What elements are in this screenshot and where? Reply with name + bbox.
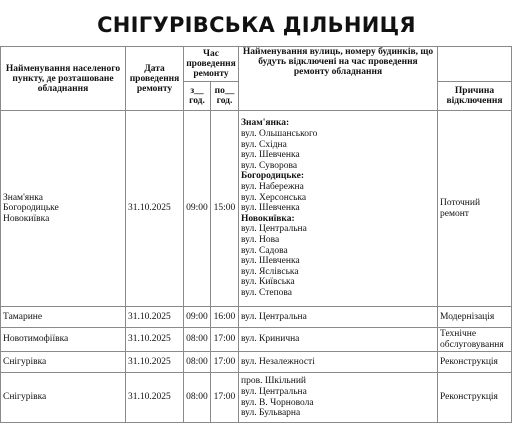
date-cell: 31.10.2025 xyxy=(126,373,184,423)
street-name: вул. Центральна xyxy=(241,386,307,397)
street-name: пров. Шкільний xyxy=(241,376,306,387)
village-heading: Богородицьке: xyxy=(241,171,305,182)
streets-cell xyxy=(239,352,438,373)
place-cell xyxy=(1,328,126,352)
time-from-cell: 09:00 xyxy=(184,307,211,328)
place-name: Снігурівка xyxy=(3,392,47,403)
street-name: вул. Набережна xyxy=(241,182,304,193)
street-name: вул. В. Чорновола xyxy=(241,397,314,408)
street-name: вул. Центральна xyxy=(241,311,307,322)
street-name: вул. Шевченка xyxy=(241,150,300,161)
place-name: Знам'янка xyxy=(3,192,43,203)
streets-cell xyxy=(239,328,438,352)
outage-schedule-table xyxy=(0,46,512,423)
place-name: Тамарине xyxy=(3,311,43,322)
street-name: вул. Херсонська xyxy=(241,192,307,203)
header-reason: Причина відключення xyxy=(438,82,512,111)
header-streets: Найменування вулиць, номеру будинків, що будуть відключені на час проведення ремонту обладнання xyxy=(239,47,438,111)
date-cell: 31.10.2025 xyxy=(126,307,184,328)
date-cell: 31.10.2025 xyxy=(126,352,184,373)
time-to-cell: 17:00 xyxy=(211,328,239,352)
village-heading: Знам'янка: xyxy=(241,118,290,129)
streets-cell xyxy=(239,307,438,328)
place-cell xyxy=(1,307,126,328)
street-name: вул. Яслівська xyxy=(241,266,299,277)
street-name: вул. Шевченка xyxy=(241,203,300,214)
street-name: вул. Кринична xyxy=(241,334,300,345)
place-name: Новотимофіївка xyxy=(3,334,69,345)
village-heading: Новокиївка: xyxy=(241,213,295,224)
date-cell: 31.10.2025 xyxy=(126,328,184,352)
time-to-cell: 16:00 xyxy=(211,307,239,328)
place-cell xyxy=(1,352,126,373)
streets-cell xyxy=(239,111,438,307)
street-name: вул. Суворова xyxy=(241,160,298,171)
place-cell xyxy=(1,373,126,423)
table-row xyxy=(1,352,512,373)
table-row xyxy=(1,111,512,307)
place-name: Снігурівка xyxy=(3,356,47,367)
header-reason-blank xyxy=(438,47,512,82)
time-to-cell: 17:00 xyxy=(211,352,239,373)
header-date: Дата проведення ремонту xyxy=(126,47,184,111)
street-name: вул. Східна xyxy=(241,139,287,150)
place-cell xyxy=(1,111,126,307)
header-place: Найменування населеного пункту, де розташоване обладнання xyxy=(1,47,126,111)
streets-cell xyxy=(239,373,438,423)
date-cell: 31.10.2025 xyxy=(126,111,184,307)
street-name: вул. Київська xyxy=(241,277,295,288)
table-row xyxy=(1,307,512,328)
header-row xyxy=(1,47,512,82)
reason-cell: Реконструкція xyxy=(438,373,512,423)
time-from-cell: 08:00 xyxy=(184,373,211,423)
time-to-cell: 15:00 xyxy=(211,111,239,307)
street-name: вул. Ольшанського xyxy=(241,129,318,140)
street-name: вул. Бульварна xyxy=(241,408,301,419)
place-name: Богородицьке xyxy=(3,203,59,214)
place-name: Новокиївка xyxy=(3,213,50,224)
time-from-cell: 08:00 xyxy=(184,328,211,352)
time-to-cell: 17:00 xyxy=(211,373,239,423)
time-from-cell: 08:00 xyxy=(184,352,211,373)
page-title: СНІГУРІВСЬКА ДІЛЬНИЦЯ xyxy=(97,13,416,37)
street-name: вул. Шевченка xyxy=(241,256,300,267)
time-from-cell: 09:00 xyxy=(184,111,211,307)
table-row xyxy=(1,328,512,352)
header-to: по__ год. xyxy=(211,82,239,111)
reason-cell: Модернізація xyxy=(438,307,512,328)
table-row xyxy=(1,373,512,423)
header-time: Час проведення ремонту xyxy=(184,47,239,82)
street-name: вул. Незалежності xyxy=(241,356,315,367)
reason-cell: Поточний ремонт xyxy=(438,111,512,307)
reason-cell: Реконструкція xyxy=(438,352,512,373)
street-name: вул. Садова xyxy=(241,245,288,256)
reason-cell: Технічне обслуговування xyxy=(438,328,512,352)
header-from: з__ год. xyxy=(184,82,211,111)
street-name: вул. Нова xyxy=(241,234,280,245)
street-name: вул. Степова xyxy=(241,287,292,298)
street-name: вул. Центральна xyxy=(241,224,307,235)
